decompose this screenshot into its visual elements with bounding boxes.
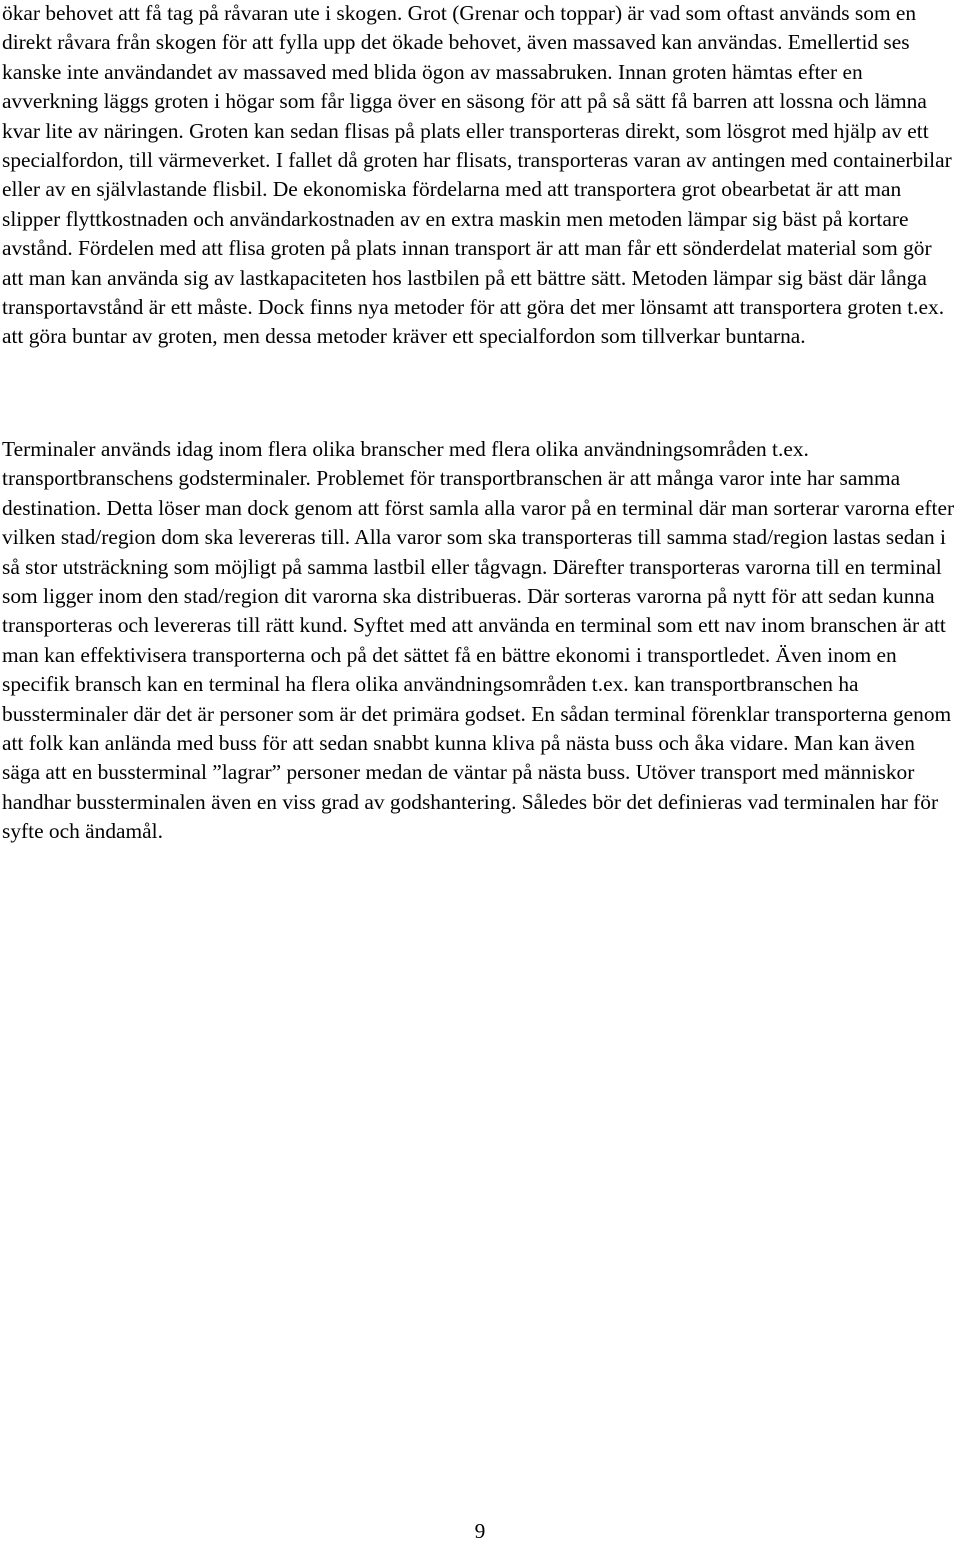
page-number: 9 [474,1519,486,1543]
body-paragraph-2: Terminaler används idag inom flera olika branscher med flera olika användningsområden t.ex. transportbranschens godsterminaler. Problemet för transportbranschen är att många varor inte har samma destination. Detta löser man dock genom att först samla alla varor på en terminal där man sorterar varorna efter vilken stad/region dom ska levereras till. Alla varor som ska transporteras till samma stad/region lastas sedan i så stor utsträckning som möjligt på samma lastbil eller tågvagn. Därefter transporteras varorna till en terminal som ligger inom den stad/region dit varorna ska distribueras. Där sorteras varorna på nytt för att sedan kunna transporteras och levereras till rätt kund. Syftet med att använda en terminal som ett nav inom branschen är att man kan effektivisera transporterna och på det sättet få en bättre ekonomi i transportledet. Även inom en specifik bransch kan en terminal ha flera olika användningsområden t.ex. kan transportbranschen ha bussterminaler där det är personer som är det primära godset. En sådan terminal förenklar transporterna genom att folk kan anlända med buss för att sedan snabbt kunna kliva på nästa buss och åka vidare. Man kan även säga att en bussterminal ”lagrar” personer medan de väntar på nästa buss. Utöver transport med människor handhar bussterminalen även en viss grad av godshantering. Således bör det definieras vad terminalen har för syfte och ändamål. [2,437,955,844]
body-paragraph-1: ökar behovet att få tag på råvaran ute i skogen. Grot (Grenar och toppar) är vad som oftast används som en direkt råvara från skogen för att fylla upp det ökade behovet, även massaved kan användas. Emellertid ses kanske inte användandet av massaved med blida ögon av massabruken. Innan groten hämtas efter en avverkning läggs groten i högar som får ligga över en säsong för att på så sätt få barren att lossna och lämna kvar lite av näringen. Groten kan sedan flisas på plats eller transporteras direkt, som lösgrot med hjälp av ett specialfordon, till värmeverket. I fallet då groten har flisats, transporteras varan av antingen med containerbilar eller av en självlastande flisbil. De ekonomiska fördelarna med att transportera grot obearbetat är att man slipper flyttkostnaden och användarkostnaden av en extra maskin men metoden lämpar sig bäst på kortare avstånd. Fördelen med att flisa groten på plats innan transport är att man får ett sönderdelat material som gör att man kan använda sig av lastkapaciteten hos lastbilen på ett bättre sätt. Metoden lämpar sig bäst där långa transportavstånd är ett måste. Dock finns nya metoder för att göra det mer lönsamt att transportera groten t.ex. att göra buntar av groten, men dessa metoder kräver ett specialfordon som tillverkar buntarna. [2,1,952,349]
